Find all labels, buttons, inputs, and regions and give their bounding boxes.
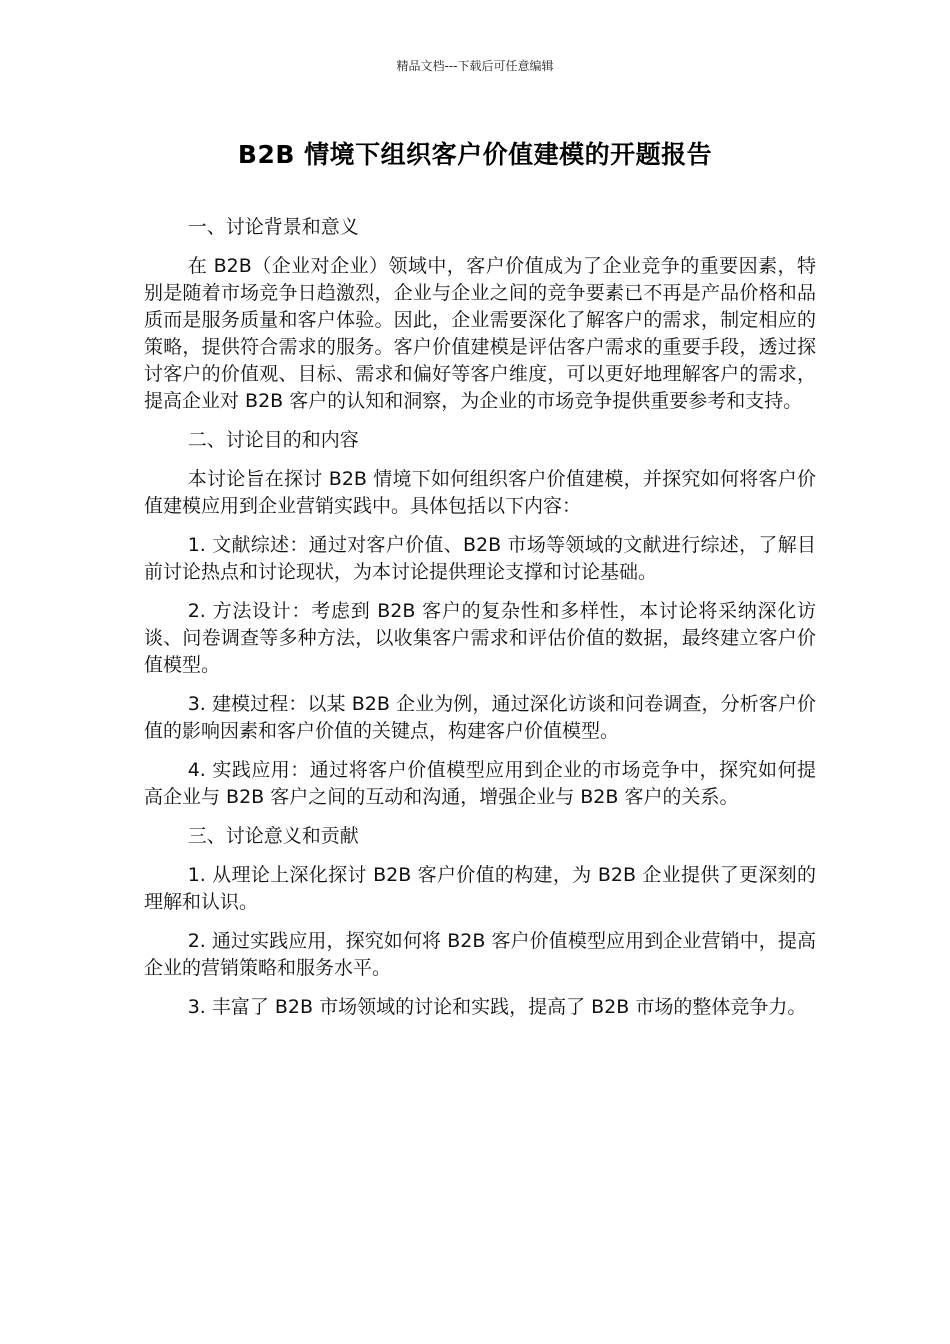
document-body	[144, 214, 816, 1033]
list-item-method-design: 2. 方法设计：考虑到 B2B 客户的复杂性和多样性，本讨论将采纳深化访谈、问卷调查等多种方法，以收集客户需求和评估价值的数据，最终建立客户价值模型。	[144, 600, 816, 676]
list-item-significance-2: 2. 通过实践应用，探究如何将 B2B 客户价值模型应用到企业营销中，提高企业的营销策略和服务水平。	[144, 930, 816, 979]
list-item-literature-review: 1. 文献综述：通过对客户价值、B2B 市场等领域的文献进行综述，了解目前讨论热点和讨论现状，为本讨论提供理论支撑和讨论基础。	[144, 534, 816, 583]
section-heading-objectives: 二、讨论目的和内容	[187, 429, 359, 451]
paragraph-objectives-intro: 本讨论旨在探讨 B2B 情境下如何组织客户价值建模，并探究如何将客户价值建模应用到企业营销实践中。具体包括以下内容：	[144, 468, 816, 517]
list-item-significance-1: 1. 从理论上深化探讨 B2B 客户价值的构建，为 B2B 企业提供了更深刻的理解和认识。	[144, 864, 816, 913]
document-title: B2B 情境下组织客户价值建模的开题报告	[237, 140, 713, 169]
page-header: 精品文档---下载后可任意编辑	[396, 59, 554, 73]
paragraph-background: 在 B2B（企业对企业）领域中，客户价值成为了企业竞争的重要因素，特别是随着市场竞争日趋激烈，企业与企业之间的竞争要素已不再是产品价格和品质而是服务质量和客户体验。因此，企业需要深化了解客户的需求，制定相应的策略，提供符合需求的服务。客户价值建模是评估客户需求的重要手段，透过探讨客户的价值观、目标、需求和偏好等客户维度，可以更好地理解客户的需求，提高企业对 B2B 客户的认知和洞察，为企业的市场竞争提供重要参考和支持。	[144, 255, 816, 412]
section-heading-significance: 三、讨论意义和贡献	[187, 825, 359, 847]
list-item-practical-application: 4. 实践应用：通过将客户价值模型应用到企业的市场竞争中，探究如何提高企业与 B2B 客户之间的互动和沟通，增强企业与 B2B 客户的关系。	[144, 759, 816, 808]
section-heading-background: 一、讨论背景和意义	[187, 216, 359, 238]
list-item-significance-3: 3. 丰富了 B2B 市场领域的讨论和实践，提高了 B2B 市场的整体竞争力。	[187, 996, 807, 1018]
list-item-modeling-process: 3. 建模过程：以某 B2B 企业为例，通过深化访谈和问卷调查，分析客户价值的影响因素和客户价值的关键点，构建客户价值模型。	[144, 693, 816, 742]
